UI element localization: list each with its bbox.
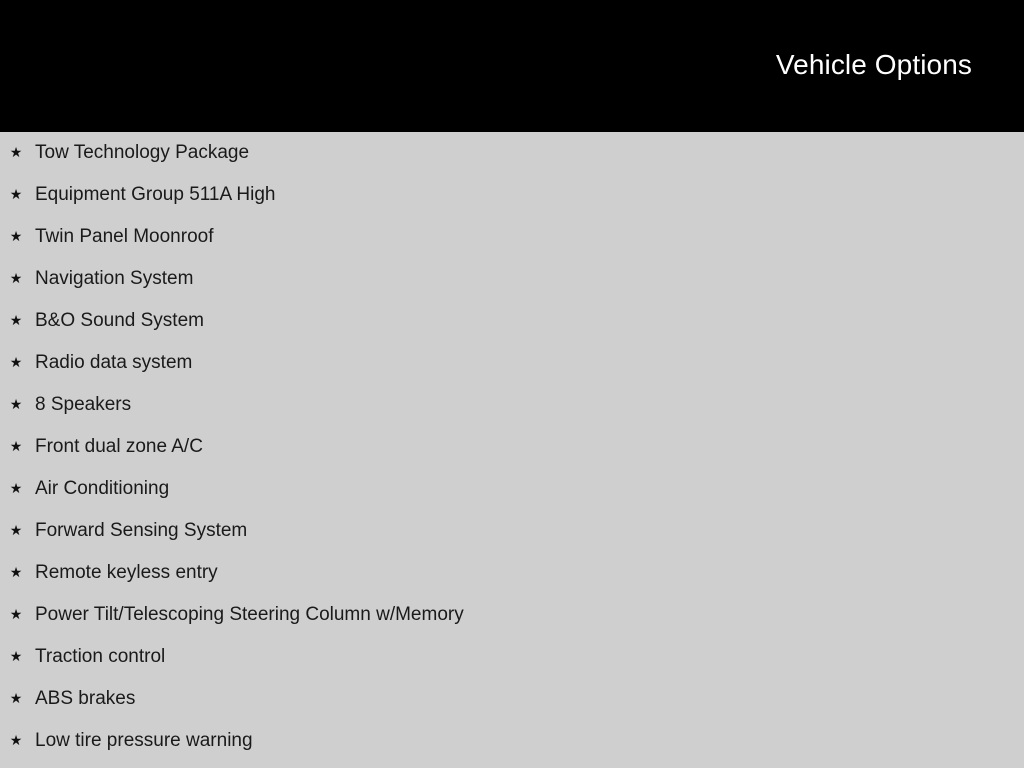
list-item xyxy=(0,265,1024,293)
star-icon: ★ xyxy=(9,186,23,202)
option-label: Radio data system xyxy=(35,352,193,373)
star-icon: ★ xyxy=(9,564,23,580)
star-icon: ★ xyxy=(9,270,23,286)
list-item xyxy=(0,475,1024,503)
option-label: ABS brakes xyxy=(35,688,136,709)
star-icon: ★ xyxy=(9,690,23,706)
star-icon: ★ xyxy=(9,480,23,496)
star-icon: ★ xyxy=(9,354,23,370)
star-icon: ★ xyxy=(9,228,23,244)
star-icon: ★ xyxy=(9,396,23,412)
option-label: Air Conditioning xyxy=(35,478,170,499)
list-item xyxy=(0,517,1024,545)
option-label: Front dual zone A/C xyxy=(35,436,203,457)
option-label: Tow Technology Package xyxy=(35,142,250,163)
list-item xyxy=(0,139,1024,167)
header-bar xyxy=(0,0,1024,132)
page-title: Vehicle Options xyxy=(775,49,972,80)
option-label: 8 Speakers xyxy=(35,394,132,415)
option-label: Twin Panel Moonroof xyxy=(35,226,214,247)
list-item xyxy=(0,727,1024,755)
list-item xyxy=(0,685,1024,713)
star-icon: ★ xyxy=(9,648,23,664)
star-icon: ★ xyxy=(9,144,23,160)
vehicle-options-list xyxy=(0,132,1024,768)
option-label: Remote keyless entry xyxy=(35,562,218,583)
star-icon: ★ xyxy=(9,522,23,538)
list-item xyxy=(0,181,1024,209)
list-item xyxy=(0,559,1024,587)
list-item xyxy=(0,643,1024,671)
list-item xyxy=(0,349,1024,377)
list-item xyxy=(0,307,1024,335)
option-label: Forward Sensing System xyxy=(35,520,248,541)
option-label: Power Tilt/Telescoping Steering Column w/Memory xyxy=(35,604,464,625)
option-label: Low tire pressure warning xyxy=(35,730,253,751)
star-icon: ★ xyxy=(9,438,23,454)
list-item xyxy=(0,391,1024,419)
option-label: Equipment Group 511A High xyxy=(35,184,276,205)
list-item xyxy=(0,223,1024,251)
option-label: B&O Sound System xyxy=(35,310,204,331)
option-label: Traction control xyxy=(35,646,166,667)
star-icon: ★ xyxy=(9,606,23,622)
option-label: Navigation System xyxy=(35,268,194,289)
star-icon: ★ xyxy=(9,312,23,328)
star-icon: ★ xyxy=(9,732,23,748)
list-item xyxy=(0,433,1024,461)
list-item xyxy=(0,601,1024,629)
